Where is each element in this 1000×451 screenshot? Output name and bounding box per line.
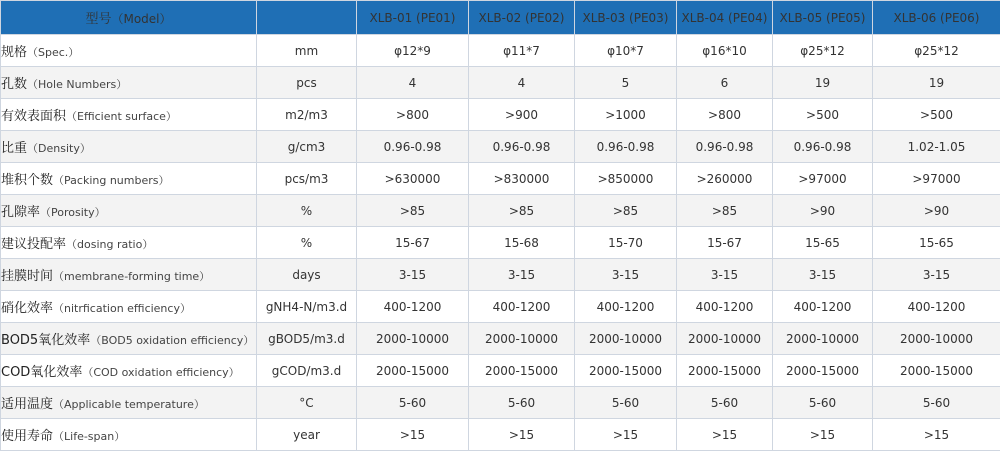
row-label-zh: 使用寿命	[1, 429, 53, 444]
row-label	[1, 227, 257, 259]
cell-value: >97000	[873, 163, 1000, 195]
header-model-6: XLB-06 (PE06)	[873, 1, 1000, 35]
row-label-en: （Spec.）	[27, 46, 79, 59]
row-label-zh: 规格	[1, 45, 27, 60]
row-label-zh: 挂膜时间	[1, 269, 53, 284]
header-model-2: XLB-02 (PE02)	[469, 1, 575, 35]
cell-value: 5-60	[773, 387, 873, 419]
row-label-en: （Porosity）	[40, 206, 106, 219]
row-unit: m2/m3	[257, 99, 357, 131]
cell-value: 4	[469, 67, 575, 99]
cell-value: >500	[773, 99, 873, 131]
cell-value: >15	[677, 419, 773, 451]
cell-value: 2000-15000	[575, 355, 677, 387]
row-label	[1, 291, 257, 323]
cell-value: >15	[773, 419, 873, 451]
row-label-en: （Life-span）	[53, 430, 125, 443]
row-label-zh: 孔数	[1, 77, 27, 92]
header-model-4: XLB-04 (PE04)	[677, 1, 773, 35]
table-row	[1, 131, 1000, 163]
row-unit: °C	[257, 387, 357, 419]
table-row	[1, 323, 1000, 355]
cell-value: φ11*7	[469, 35, 575, 67]
cell-value: 2000-15000	[773, 355, 873, 387]
cell-value: 400-1200	[357, 291, 469, 323]
row-label-en: （membrane-forming time）	[53, 270, 210, 283]
cell-value: φ12*9	[357, 35, 469, 67]
cell-value: >15	[469, 419, 575, 451]
row-label-en: （dosing ratio）	[66, 238, 153, 251]
row-label	[1, 419, 257, 451]
cell-value: φ25*12	[773, 35, 873, 67]
cell-value: 2000-10000	[773, 323, 873, 355]
cell-value: >15	[873, 419, 1000, 451]
table-row	[1, 387, 1000, 419]
table-row	[1, 227, 1000, 259]
table-row	[1, 291, 1000, 323]
row-label-en: （COD oxidation efficiency）	[82, 366, 239, 379]
cell-value: >97000	[773, 163, 873, 195]
table-row	[1, 419, 1000, 451]
cell-value: 5-60	[575, 387, 677, 419]
cell-value: >85	[357, 195, 469, 227]
row-label	[1, 99, 257, 131]
header-model-5: XLB-05 (PE05)	[773, 1, 873, 35]
row-label	[1, 195, 257, 227]
header-model-zh: 型号	[85, 12, 111, 27]
cell-value: 0.96-0.98	[357, 131, 469, 163]
cell-value: 2000-15000	[873, 355, 1000, 387]
row-label	[1, 259, 257, 291]
row-label-en: （nitrfication efficiency）	[53, 302, 191, 315]
row-label-en: （Efficient surface）	[66, 110, 177, 123]
table-row	[1, 35, 1000, 67]
header-row	[1, 1, 1000, 35]
cell-value: 2000-10000	[575, 323, 677, 355]
row-unit: gCOD/m3.d	[257, 355, 357, 387]
table-row	[1, 259, 1000, 291]
row-label-zh: 孔隙率	[1, 205, 40, 220]
row-label	[1, 35, 257, 67]
cell-value: 400-1200	[677, 291, 773, 323]
cell-value: 2000-15000	[357, 355, 469, 387]
row-unit: g/cm3	[257, 131, 357, 163]
header-model-1: XLB-01 (PE01)	[357, 1, 469, 35]
row-label	[1, 67, 257, 99]
cell-value: 5	[575, 67, 677, 99]
cell-value: >90	[873, 195, 1000, 227]
cell-value: 2000-10000	[873, 323, 1000, 355]
row-unit: pcs/m3	[257, 163, 357, 195]
cell-value: 2000-10000	[357, 323, 469, 355]
row-label-en: （Packing numbers）	[53, 174, 169, 187]
cell-value: 1.02-1.05	[873, 131, 1000, 163]
cell-value: >85	[469, 195, 575, 227]
row-label-en: （BOD5 oxidation efficiency）	[90, 334, 254, 347]
cell-value: 3-15	[773, 259, 873, 291]
row-label	[1, 387, 257, 419]
cell-value: 0.96-0.98	[773, 131, 873, 163]
cell-value: 5-60	[873, 387, 1000, 419]
header-model-en: （Model）	[111, 12, 171, 26]
row-label	[1, 323, 257, 355]
row-label	[1, 163, 257, 195]
cell-value: 400-1200	[469, 291, 575, 323]
header-model-3: XLB-03 (PE03)	[575, 1, 677, 35]
row-label-en: （Density）	[27, 142, 91, 155]
row-label-zh: 有效表面积	[1, 109, 66, 124]
table-row	[1, 163, 1000, 195]
row-unit: %	[257, 195, 357, 227]
cell-value: >830000	[469, 163, 575, 195]
cell-value: 15-67	[677, 227, 773, 259]
header-model	[1, 1, 257, 35]
cell-value: 15-65	[773, 227, 873, 259]
cell-value: 2000-15000	[677, 355, 773, 387]
cell-value: >800	[677, 99, 773, 131]
cell-value: >1000	[575, 99, 677, 131]
cell-value: >630000	[357, 163, 469, 195]
header-unit	[257, 1, 357, 35]
cell-value: >850000	[575, 163, 677, 195]
row-label-zh: 建议投配率	[1, 237, 66, 252]
table-row	[1, 99, 1000, 131]
cell-value: 2000-15000	[469, 355, 575, 387]
cell-value: 0.96-0.98	[469, 131, 575, 163]
cell-value: 5-60	[469, 387, 575, 419]
row-label	[1, 355, 257, 387]
row-label-en: （Hole Numbers）	[27, 78, 127, 91]
cell-value: 400-1200	[773, 291, 873, 323]
row-unit: mm	[257, 35, 357, 67]
cell-value: >85	[677, 195, 773, 227]
cell-value: 6	[677, 67, 773, 99]
cell-value: 0.96-0.98	[677, 131, 773, 163]
cell-value: 3-15	[357, 259, 469, 291]
cell-value: >90	[773, 195, 873, 227]
row-unit: year	[257, 419, 357, 451]
cell-value: >800	[357, 99, 469, 131]
cell-value: 19	[873, 67, 1000, 99]
cell-value: >85	[575, 195, 677, 227]
cell-value: 2000-10000	[677, 323, 773, 355]
cell-value: >900	[469, 99, 575, 131]
table-row	[1, 195, 1000, 227]
row-label	[1, 131, 257, 163]
cell-value: 15-65	[873, 227, 1000, 259]
row-unit: pcs	[257, 67, 357, 99]
cell-value: φ10*7	[575, 35, 677, 67]
row-unit: days	[257, 259, 357, 291]
cell-value: 15-67	[357, 227, 469, 259]
cell-value: 3-15	[677, 259, 773, 291]
cell-value: 19	[773, 67, 873, 99]
cell-value: 3-15	[873, 259, 1000, 291]
row-unit: %	[257, 227, 357, 259]
cell-value: 400-1200	[575, 291, 677, 323]
row-label-zh: 比重	[1, 141, 27, 156]
cell-value: φ16*10	[677, 35, 773, 67]
cell-value: 3-15	[575, 259, 677, 291]
row-label-zh: 堆积个数	[1, 173, 53, 188]
cell-value: 2000-10000	[469, 323, 575, 355]
row-label-zh: 适用温度	[1, 397, 53, 412]
cell-value: 15-68	[469, 227, 575, 259]
table-row	[1, 355, 1000, 387]
row-label-zh: COD氧化效率	[1, 365, 82, 380]
cell-value: 0.96-0.98	[575, 131, 677, 163]
cell-value: >260000	[677, 163, 773, 195]
cell-value: φ25*12	[873, 35, 1000, 67]
row-unit: gNH4-N/m3.d	[257, 291, 357, 323]
cell-value: 15-70	[575, 227, 677, 259]
cell-value: 4	[357, 67, 469, 99]
row-label-en: （Applicable temperature）	[53, 398, 205, 411]
row-unit: gBOD5/m3.d	[257, 323, 357, 355]
cell-value: >15	[575, 419, 677, 451]
cell-value: 3-15	[469, 259, 575, 291]
cell-value: >500	[873, 99, 1000, 131]
table-row	[1, 67, 1000, 99]
cell-value: >15	[357, 419, 469, 451]
cell-value: 5-60	[357, 387, 469, 419]
row-label-zh: 硝化效率	[1, 301, 53, 316]
cell-value: 400-1200	[873, 291, 1000, 323]
cell-value: 5-60	[677, 387, 773, 419]
row-label-zh: BOD5氧化效率	[1, 333, 90, 348]
